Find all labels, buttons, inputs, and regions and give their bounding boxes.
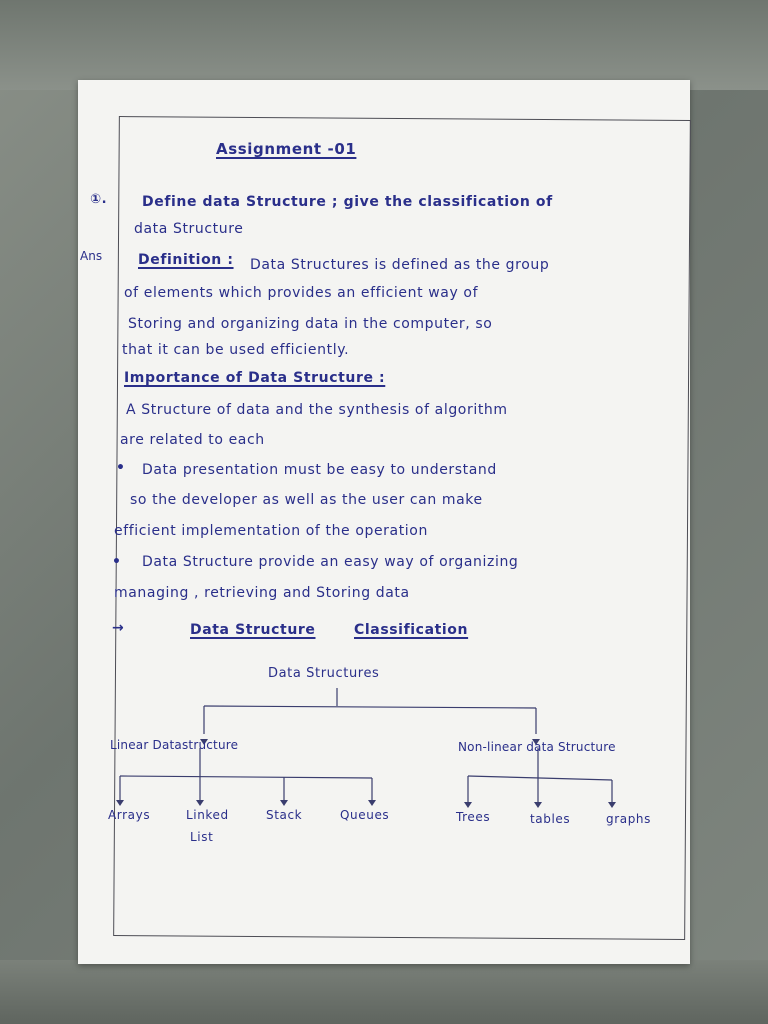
definition-label: Definition : xyxy=(138,252,234,268)
question-line-1: Define data Structure ; give the classification of xyxy=(142,194,553,210)
definition-line-3: Storing and organizing data in the computer, so xyxy=(128,316,493,332)
assignment-title: Assignment -01 xyxy=(216,140,357,158)
bullet-1-line-2: so the developer as well as the user can make xyxy=(130,492,483,508)
tree-non-linear: Non-linear data Structure xyxy=(458,740,616,754)
bullet-1-marker: • xyxy=(116,460,126,476)
classification-heading-part-2: Classification xyxy=(354,622,469,638)
table-surface-bottom xyxy=(0,960,768,1024)
tree-arrays: Arrays xyxy=(108,808,151,822)
tree-linked-list-line-2: List xyxy=(190,830,214,844)
tree-root: Data Structures xyxy=(268,666,380,681)
classification-arrow: → xyxy=(112,620,125,636)
definition-line-1: Data Structures is defined as the group xyxy=(250,257,550,273)
bullet-2-line-2: managing , retrieving and Storing data xyxy=(114,585,410,601)
question-line-2: data Structure xyxy=(134,221,244,237)
table-surface-top xyxy=(0,0,768,90)
tree-trees: Trees xyxy=(456,810,491,824)
importance-line-2: are related to each xyxy=(120,432,265,448)
tree-queues: Queues xyxy=(340,808,390,822)
definition-line-2: of elements which provides an efficient way of xyxy=(124,285,479,301)
importance-heading: Importance of Data Structure : xyxy=(124,370,386,386)
answer-label: Ans xyxy=(80,249,103,263)
tree-linear: Linear Datastructure xyxy=(110,738,239,752)
definition-line-4: that it can be used efficiently. xyxy=(122,342,350,358)
classification-heading-part-1: Data Structure xyxy=(190,622,316,638)
bullet-1-line-3: efficient implementation of the operation xyxy=(114,523,428,539)
bullet-2-line-1: Data Structure provide an easy way of organizing xyxy=(142,554,519,570)
question-number: ①. xyxy=(90,192,108,207)
tree-stack: Stack xyxy=(266,808,303,822)
tree-tables: tables xyxy=(530,812,571,826)
tree-linked: Linked xyxy=(186,808,229,822)
bullet-1-line-1: Data presentation must be easy to understand xyxy=(142,462,497,478)
importance-line-1: A Structure of data and the synthesis of algorithm xyxy=(126,402,508,418)
assignment-sheet xyxy=(78,80,690,964)
bullet-2-marker: • xyxy=(112,554,122,570)
tree-graphs: graphs xyxy=(606,812,651,826)
classification-tree-connectors xyxy=(78,80,690,964)
